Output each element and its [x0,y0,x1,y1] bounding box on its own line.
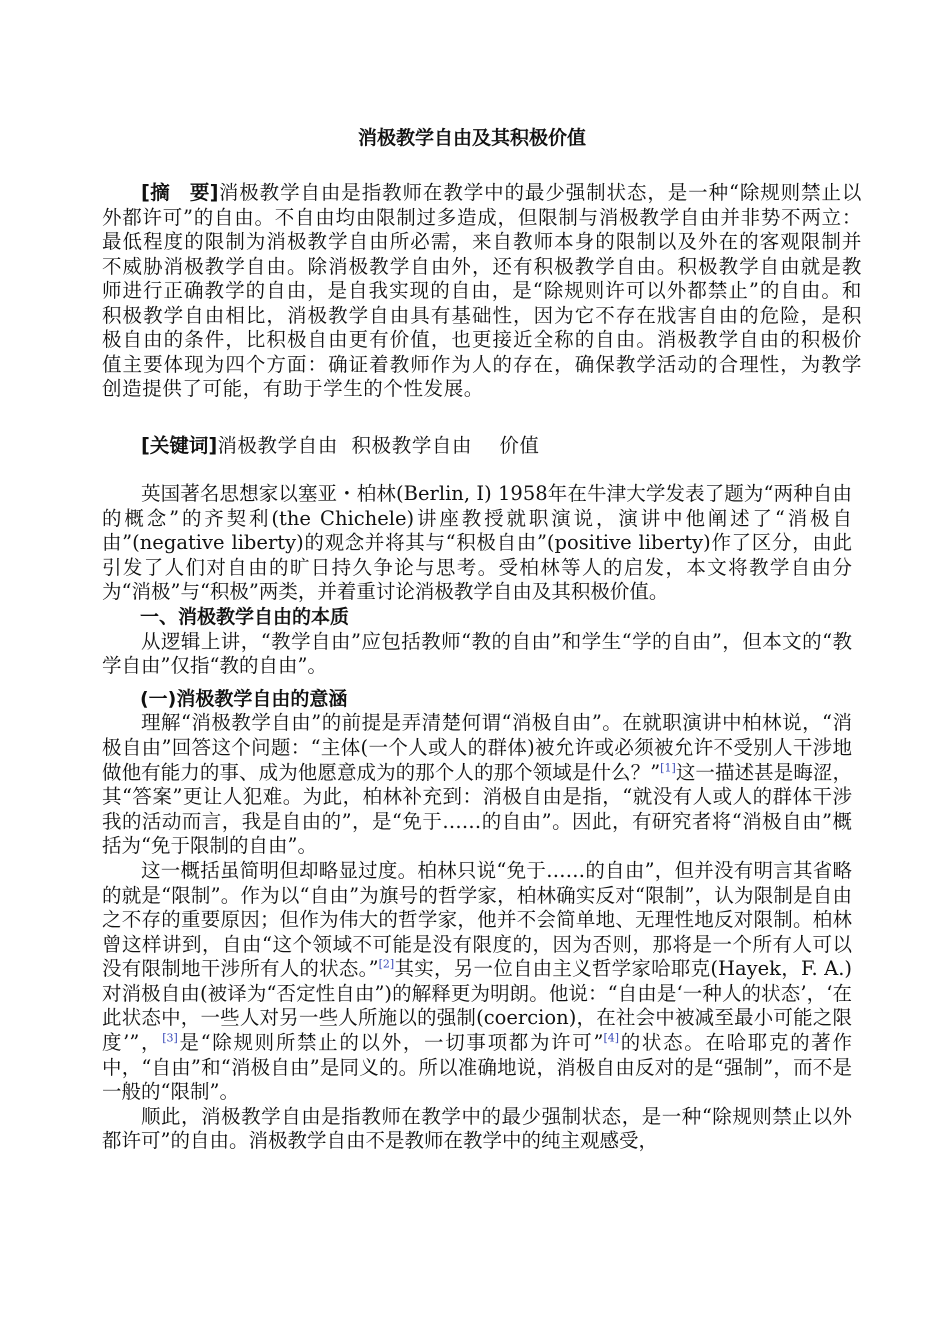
paragraph-text: 这一概括虽简明但却略显过度。柏林只说“免于……的自由”，但并没有明言其省略的就是“限制”。作为以“自由”为旗号的哲学家，柏林确实反对“限制”，认为限制是自由之不存的重要原因；但作为伟大的哲学家，他并不会简单地、无理性地反对限制。柏林曾这样讲到，自由“这个领域不可能是没有限度的，因为否则，那将是一个所有人可以没有限制地干涉所有人的状态。” [102,858,852,981]
paragraph-text: 是“除规则所禁止的以外，一切事项都为许可” [177,1031,604,1055]
paper-title: 消极教学自由及其积极价值 [357,127,586,149]
intro-paragraph: 英国著名思想家以塞亚・柏林(Berlin, I) 1958年在牛津大学发表了题为“两种自由的概念”的齐契利(the Chichele)讲座教授就职演说，演讲中他阐述了“消极自由”(negative liberty)的观念并将其与“积极自由”(positive liberty)作了区分，由此引发了人们对自由的旷日持久争论与思考。受柏林等人的启发，本文将教学自由分为“消极”与“积极”两类，并着重讨论消极教学自由及其积极价值。 [102,482,852,604]
abstract-label: [摘 要] [141,181,219,204]
citation-link-3[interactable]: [3] [162,1031,178,1045]
paragraph-text: 其实，另一位自由主义哲学家哈耶克(Hayek，F. A.)对消极自由(被译为“否定性自由”)的解释更为明朗。他说：“自由是‘一种人的状态’，‘在此状态中，一些人对另一些人所施以的强制(coercion)，在社会中被减至最小可能之限度’”， [102,957,852,1055]
paragraph-text: 这一描述甚是晦涩，其“答案”更让人犯难。为此，柏林补充到：消极自由是指，“就没有人或人的群体干涉我的活动而言，我是自由的”，是“免于……的自由”。因此，有研究者将“消极自由”概括为“免于限制的自由”。 [102,760,852,858]
paragraph-text: 理解“消极教学自由”的前提是弄清楚何谓“消极自由”。在就职演讲中柏林说，“消极自由”回答这个问题：“主体(一个人或人的群体)被允许或必须被允许不受别人干涉地做他有能力的事、成为他愿意成为的那个人的那个领域是什么？” [102,711,852,784]
section-heading-1: 一、消极教学自由的本质 [140,605,350,628]
citation-link-4[interactable]: [4] [603,1031,620,1045]
paragraph-hayek [102,859,852,1105]
keywords-label: [关键词] [141,434,218,457]
subsection-heading-1: (一)消极教学自由的意涵 [140,687,348,710]
keywords [102,434,862,459]
abstract [102,181,862,402]
body-text [102,482,852,1154]
citation-link-1[interactable]: [1] [660,761,676,775]
paragraph-negative-liberty [102,711,852,859]
paragraph-text: 的状态。在哈耶克的著作中，“自由”和“消极自由”是同义的。所以准确地说，消极自由反对的是“强制”，而不是一般的“限制”。 [102,1031,852,1104]
citation-link-2[interactable]: [2] [378,957,395,971]
paragraph-definition: 顺此，消极教学自由是指教师在教学中的最少强制状态，是一种“除规则禁止以外都许可”的自由。消极教学自由不是教师在教学中的纯主观感受， [102,1104,852,1153]
keywords-text: 消极教学自由 积极教学自由 价值 [217,434,540,457]
abstract-text: 消极教学自由是指教师在教学中的最少强制状态，是一种“除规则禁止以外都许可”的自由。不自由均由限制过多造成，但限制与消极教学自由并非势不两立：最低程度的限制为消极教学自由所必需，来自教师本身的限制以及外在的客观限制并不威胁消极教学自由。除消极教学自由外，还有积极教学自由。积极教学自由就是教师进行正确教学的自由，是自我实现的自由，是“除规则许可以外都禁止”的自由。和积极教学自由相比，消极教学自由具有基础性，因为它不存在戕害自由的危险，是积极自由的条件，比积极自由更有价值，也更接近全称的自由。消极教学自由的积极价值主要体现为四个方面：确证着教师作为人的存在，确保教学活动的合理性，为教学创造提供了可能，有助于学生的个性发展。 [102,181,862,400]
section-1-paragraph: 从逻辑上讲，“教学自由”应包括教师“教的自由”和学生“学的自由”，但本文的“教学自由”仅指“教的自由”。 [102,629,852,678]
